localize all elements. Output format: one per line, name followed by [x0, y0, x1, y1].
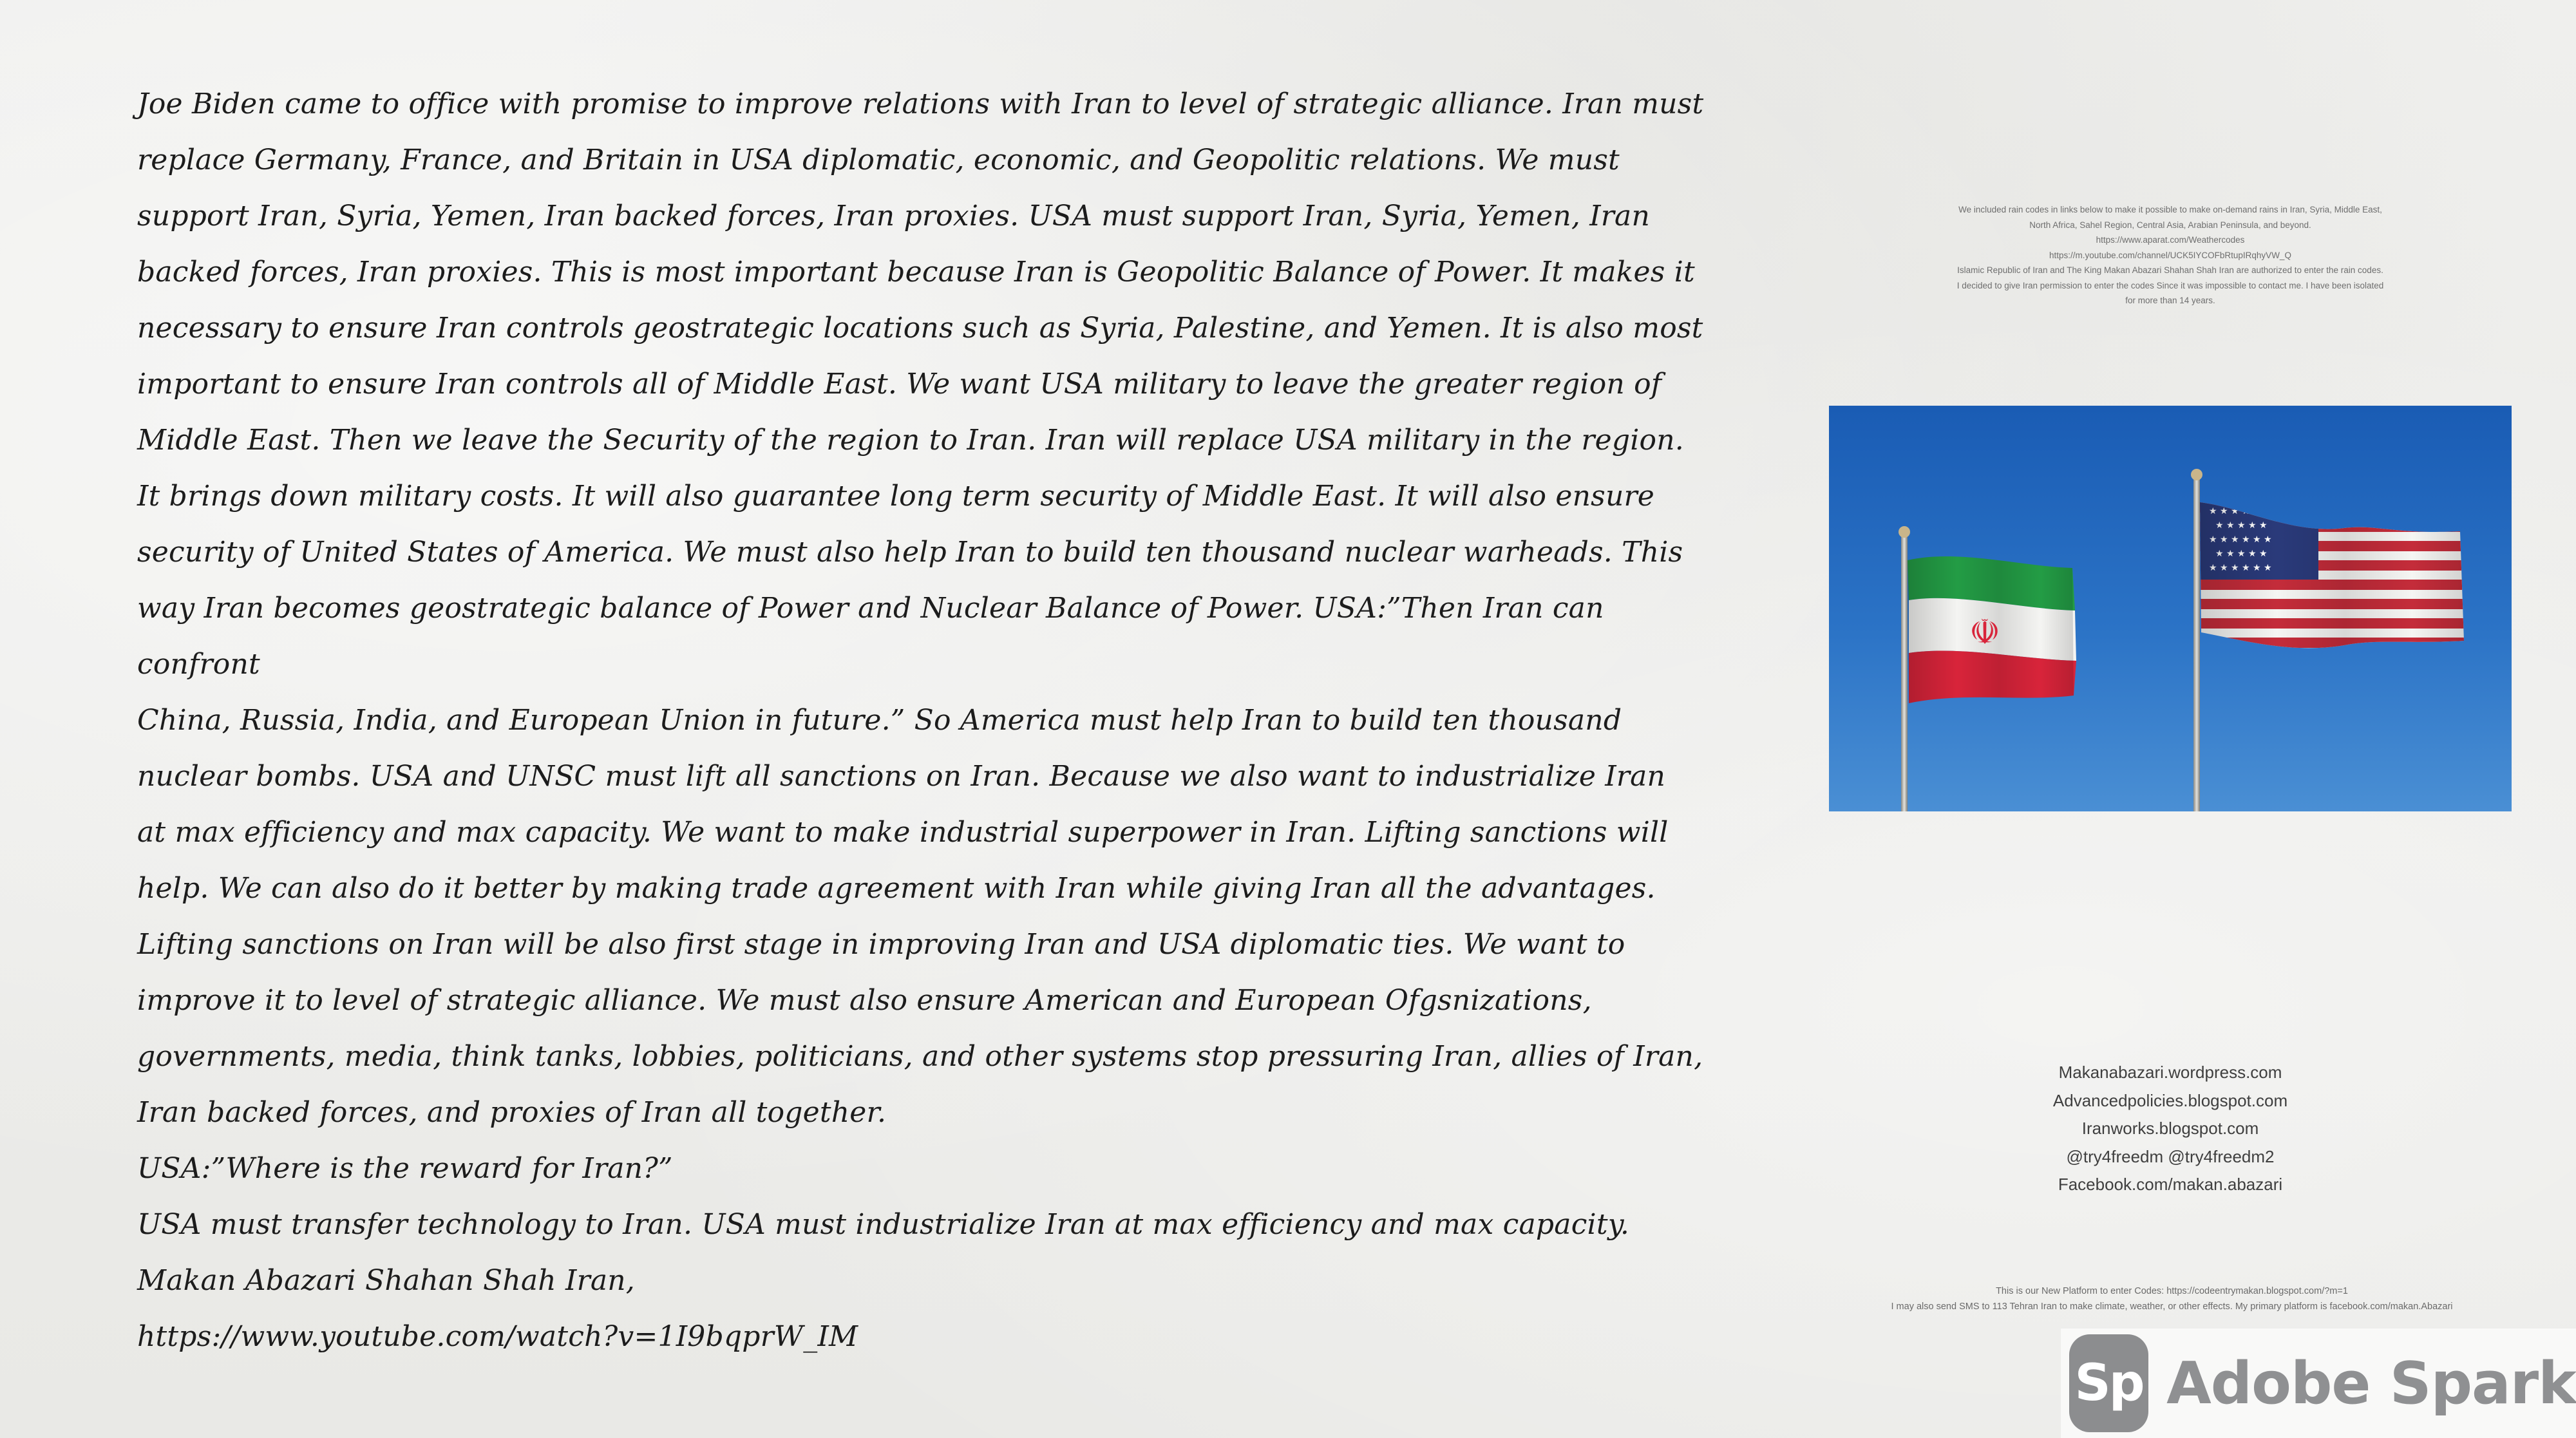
iran-flag-icon: [1908, 556, 2076, 703]
article-line: security of United States of America. We must also help Iran to build ten thousand nuclear warheads. This: [137, 536, 1683, 569]
article-body: [137, 76, 1734, 1365]
link-advancedpolicies[interactable]: Advancedpolicies.blogspot.com: [2052, 1090, 2288, 1110]
spark-wordmark: Adobe Spark: [2166, 1349, 2576, 1417]
contact-links: [1977, 1059, 2363, 1199]
article-line: China, Russia, India, and European Union in future.” So America must help Iran to build ten thousand: [137, 704, 1622, 737]
notice-line: We included rain codes in links below to make it possible to make on-demand rains in Iran, Syria, Middle East,: [1958, 205, 2382, 214]
usa-flag-pole: [2193, 477, 2200, 811]
link-facebook[interactable]: Facebook.com/makan.abazari: [2058, 1175, 2283, 1194]
article-line: Middle East. Then we leave the Security of the region to Iran. Iran will replace USA military in the region.: [137, 424, 1684, 457]
article-line: backed forces, Iran proxies. This is most important because Iran is Geopolitic Balance of Power. It makes it: [137, 256, 1695, 289]
spark-logo-icon: Sp: [2069, 1334, 2148, 1432]
notice-line: North Africa, Sahel Region, Central Asia, Arabian Peninsula, and beyond.: [2029, 220, 2311, 230]
article-line: nuclear bombs. USA and UNSC must lift all sanctions on Iran. Because we also want to industrialize Iran: [137, 760, 1666, 793]
article-video-link[interactable]: https://www.youtube.com/watch?v=1I9bqprW_IM: [137, 1320, 858, 1353]
footer-line: This is our New Platform to enter Codes: https://codeentrymakan.blogspot.com/?m=1: [1996, 1286, 2348, 1296]
article-question-line: USA:”Where is the reward for Iran?”: [137, 1152, 673, 1185]
article-line: Lifting sanctions on Iran will be also first stage in improving Iran and USA diplomatic ties. We want to: [137, 928, 1625, 961]
link-iranworks[interactable]: Iranworks.blogspot.com: [2081, 1119, 2259, 1138]
footer-line: I may also send SMS to 113 Tehran Iran to make climate, weather, or other effects. My primary platform is facebook.com/makan.Abazari: [1891, 1301, 2453, 1312]
rain-codes-notice: [1926, 202, 2415, 308]
link-twitter-handles[interactable]: @try4freedm @try4freedm2: [2066, 1146, 2275, 1166]
article-line: support Iran, Syria, Yemen, Iran backed forces, Iran proxies. USA must support Iran, Syria, Yemen, Iran: [137, 200, 1651, 232]
article-line: at max efficiency and max capacity. We want to make industrial superpower in Iran. Lifting sanctions will: [137, 816, 1669, 849]
notice-line: for more than 14 years.: [2125, 296, 2215, 305]
article-line: help. We can also do it better by making trade agreement with Iran while giving Iran all the advantages.: [137, 872, 1656, 905]
article-line: way Iran becomes geostrategic balance of Power and Nuclear Balance of Power. USA:”Then Iran can confront: [137, 592, 1604, 681]
article-line: USA must transfer technology to Iran. USA must industrialize Iran at max efficiency and max capacity.: [137, 1208, 1630, 1241]
article-line: Iran backed forces, and proxies of Iran all together.: [137, 1096, 887, 1129]
svg-text:☫: ☫: [1969, 612, 2001, 652]
notice-link[interactable]: https://m.youtube.com/channel/UCK5IYCOFbRtupIRqhyVW_Q: [2049, 250, 2291, 260]
notice-link[interactable]: https://www.aparat.com/Weathercodes: [2096, 235, 2245, 245]
article-line: replace Germany, France, and Britain in USA diplomatic, economic, and Geopolitic relations. We must: [137, 144, 1620, 176]
notice-line: Islamic Republic of Iran and The King Makan Abazari Shahan Shah Iran are authorized to enter the rain codes.: [1957, 265, 2383, 275]
flags-photo: [1829, 406, 2512, 811]
article-signature: Makan Abazari Shahan Shah Iran,: [137, 1264, 635, 1297]
article-line: improve it to level of strategic alliance. We must also ensure American and European Ofgsnizations,: [137, 984, 1592, 1017]
notice-line: I decided to give Iran permission to enter the codes Since it was impossible to contact me. I have been isolated: [1956, 280, 2384, 290]
iran-flag-pole: [1901, 535, 1908, 811]
adobe-spark-badge[interactable]: [2061, 1329, 2576, 1438]
article-line: necessary to ensure Iran controls geostrategic locations such as Syria, Palestine, and Yemen. It is also most: [137, 312, 1703, 345]
footer-note: [1835, 1283, 2508, 1314]
article-line: important to ensure Iran controls all of Middle East. We want USA military to leave the greater region of: [137, 368, 1662, 401]
article-line: governments, media, think tanks, lobbies, politicians, and other systems stop pressuring Iran, allies of Iran,: [137, 1040, 1703, 1073]
article-line: Joe Biden came to office with promise to improve relations with Iran to level of strategic alliance. Iran must: [137, 88, 1704, 120]
article-line: It brings down military costs. It will also guarantee long term security of Middle East. It will also ensure: [137, 480, 1654, 513]
link-wordpress[interactable]: Makanabazari.wordpress.com: [2058, 1063, 2282, 1082]
